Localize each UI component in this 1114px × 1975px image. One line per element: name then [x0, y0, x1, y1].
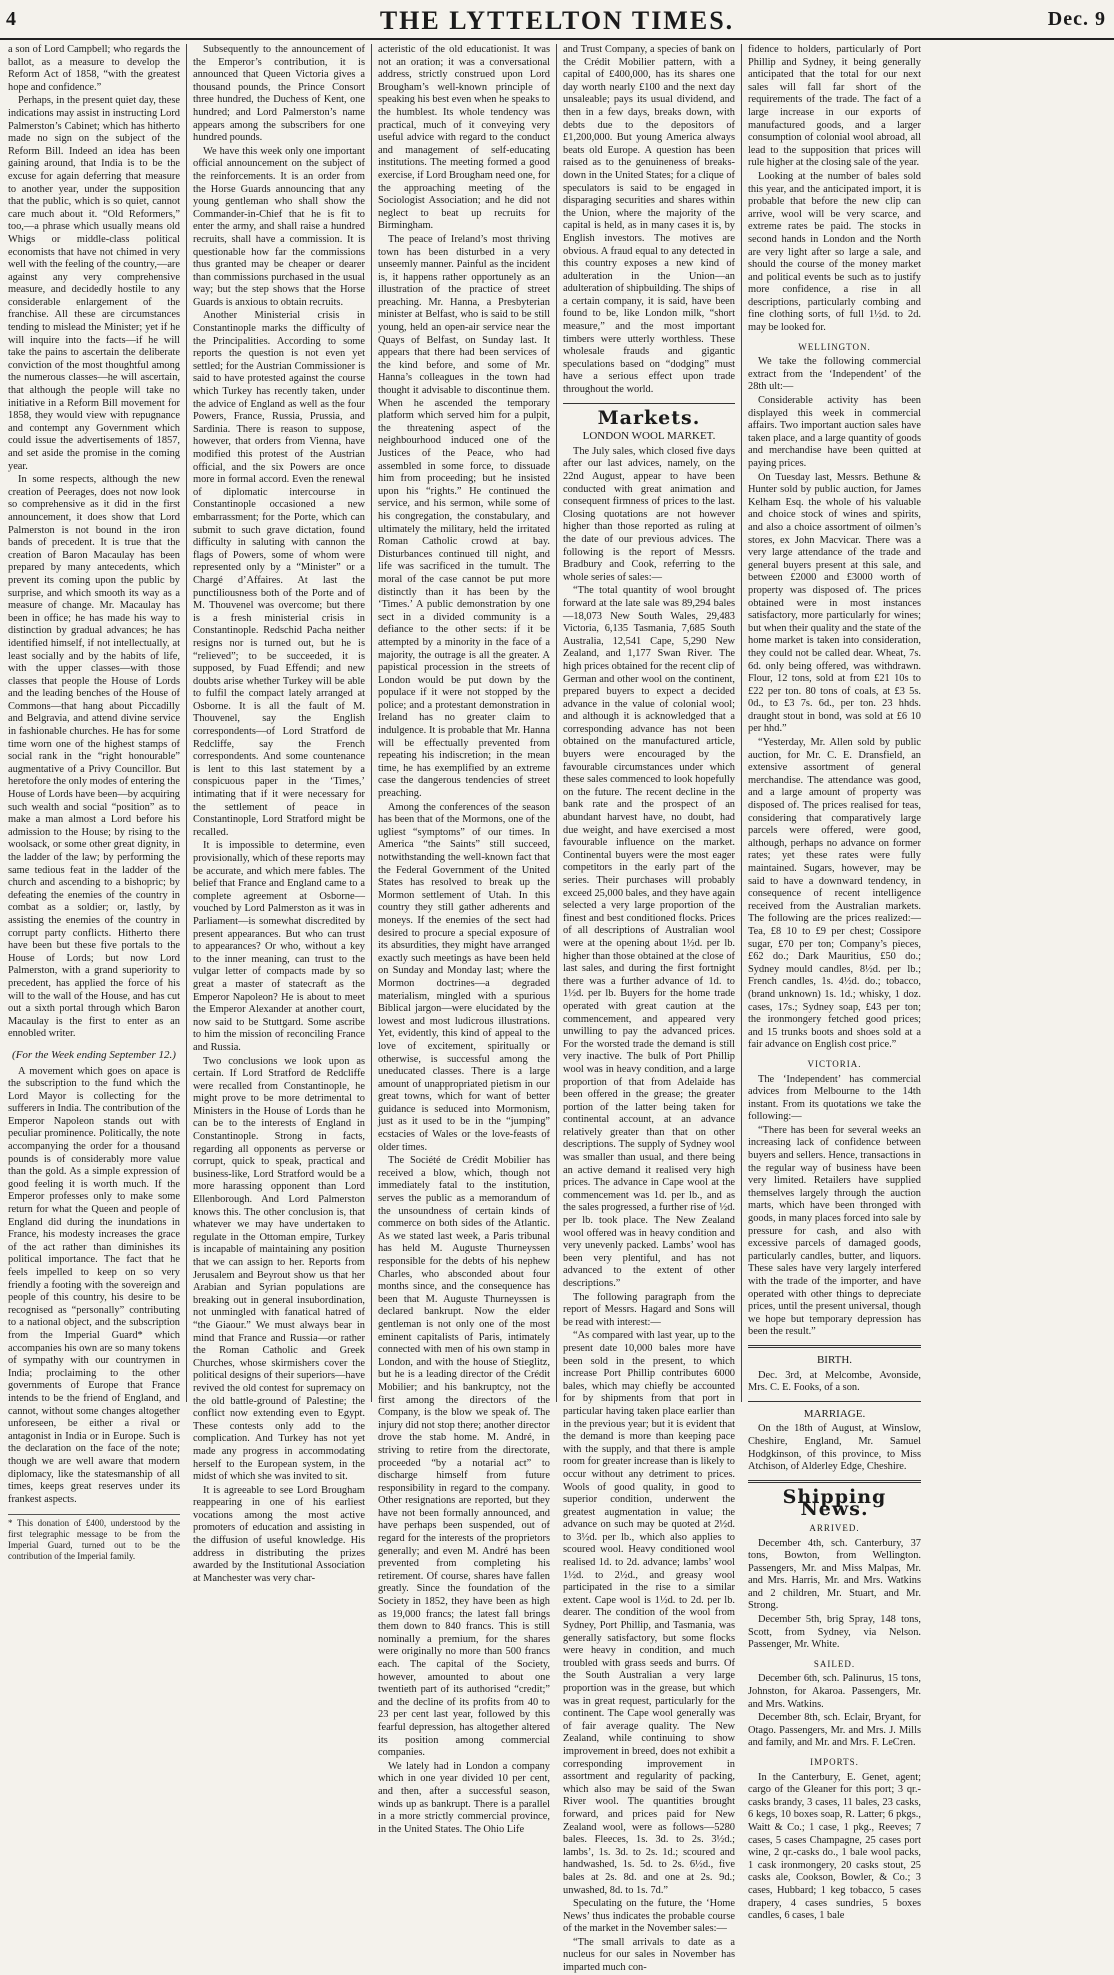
paragraph: and Trust Company, a species of bank on the Crédit Mobilier pattern, with a capital of £400,000, has its shares one day worth nearly £100 and the next day unsaleable; pays its usual dividend, and then in a few days, breaks down, with debts due to the depositors of £1,200,000. But young America always beats old Europe. A question has been raised as to the genuineness of breaks-down in the United States; for a clique of speculators is said to be engaged in disparaging securities and shares within the Union, where the majority of the capital is held, as in many cases it is, by English investors. The motives are obvious. A fraud equal to any detected in this country exposes a new kind of adulteration in the Union—an adulteration of shipbuilding. The ships of a certain company, it is said, have been found to be, like London milk, “short measure,” and the most important timbers were utterly worthless. These wholesale frauds and gigantic speculations based on “dodging” must have a serious effect upon trade throughout the world. — [563, 44, 735, 396]
paragraph: Two conclusions we look upon as certain. If Lord Stratford de Redcliffe were recalled from Constantinople, he might prove to be more detrimental to Ministers in the House of Lords than he can be to the interests of England in Constantinople. Strong in facts, regarding all opponents as perverse or corrupt, quick to speak, practical and business-like, Lord Stratford would be a more harassing opponent than Lord Ellenborough. And Lord Palmerston knows this. The other conclusion is, that whatever we may have undertaken to regulate in the Ottoman empire, Turkey is incapable of maintaining any position that we can assign to her. Reports from Jerusalem and Beyrout show us that her Arabian and Syrian populations are breaking out in general insubordination, not unmingled with fanatical hatred of “the Giaour.” We must always bear in mind that France and Russia—or rather the Roman Catholic and Greek Churches, whose skirmishers cover the political designs of their superiors—have revived the old contest for supremacy on the old battle-ground of Palestine; the conflict now extending even to Egypt. These contests only add to the complication. And Turkey has not yet made any progress in accommodating herself to the European system, in the midst of which she was invited to sit. — [193, 1055, 365, 1483]
paragraph: Dec. 3rd, at Melcombe, Avonside, Mrs. C. E. Fooks, of a son. — [748, 1369, 921, 1394]
column-3 — [372, 44, 557, 1835]
paragraph: December 5th, brig Spray, 148 tons, Scott, from Sydney, via Nelson. Passenger, Mr. White. — [748, 1614, 921, 1651]
subheading-wellington: WELLINGTON. — [798, 341, 871, 352]
paragraph: We have this week only one important official announcement on the subject of the reinforcements. It is an order from the Horse Guards announcing that any young gentleman who shall show the Commander-in-Chief that he is fit to enter the army, and shall raise a hundred recruits, shall have a commission. It is questionable how far the commissions thus granted may be cheaper or dearer than commissions purchased in the usual way; but the step shows that the Horse Guards is anxious to obtain recruits. — [193, 145, 365, 308]
newspaper-title: THE LYTTELTON TIMES. — [379, 6, 735, 35]
subheading-imports: IMPORTS. — [810, 1757, 859, 1767]
page-number: 4 — [6, 8, 16, 30]
divider — [748, 1345, 921, 1348]
subheading-marriage: MARRIAGE. — [803, 1407, 866, 1420]
paragraph: “The total quantity of wool brought forward at the late sale was 89,294 bales—18,073 New South Wales, 29,483 Victoria, 6,135 Tasmania, 7,685 South Australia, 12,541 Cape, 5,290 New Zealand, and 1,177 Swan River. The high prices obtained for the recent clip of German and other wool on the continent, prepared buyers to expect a decided advance in the value of colonial wool; and although it is acknowledged that a corresponding advance has not been obtained on the manufactured article, buyers were encouraged by the favourable circumstances under which these sales commenced to look hopefully on the future. The recent decline in the bank rate and the prospect of an abundant harvest have, no doubt, had due weight, and have exercised a most favourable influence on the market. Continental buyers were the most eager competitors in the early part of the series. Their purchases will probably exceed 25,000 bales, and they have again selected a very large proportion of the finest and best conditioned flocks. Prices of all descriptions of Australian wool were at the opening about 1½d. per lb. higher than those obtained at the close of last sales, and during the first fortnight there was a further advance of 1d. to 1½d. per lb. Buyers for the home trade operated with great caution at the commencement, and appeared very unwilling to pay the advanced prices. For the worsted trade the demand is still very inactive. The bulk of Port Phillip wool was in heavy condition, and a large proportion of that from Adelaide has been offered in the grease; the greater portion of the latter being taken for continental account, at an advance relatively greater than that on other descriptions. The supply of Sydney wool was smaller than usual, and there being an active demand it realised very high prices. The advance in Cape wool at the commencement was 1d. per lb., and as the sales progressed, a further rise of ½d. per lb. took place. The New Zealand wool offered was in heavy condition and very unevenly packed. Lambs’ wool has been very plentiful, and has not advanced to the extent of other descriptions.” — [563, 585, 735, 1289]
paragraph: a son of Lord Campbell; who regards the ballot, as a measure to develop the Reform Act of 1858, “with the greatest hope and confidence.” — [8, 44, 180, 93]
paragraph: December 6th, sch. Palinurus, 15 tons, Johnston, for Akaroa. Passengers, Mr. and Mrs. Watkins. — [748, 1673, 921, 1710]
paragraph: Among the conferences of the season has been that of the Mormons, one of the ugliest “symptoms” of our times. In America “the Saints” still succeed, notwithstanding the well-known fact that the Federal Government of the United States has resolved to break up the Mormon settlement of Utah. In this country they still gather adherents and moneys. If the enemies of the sect had desired to procure a special exposure of its absurdities, they might have arranged exactly such meetings as have been held on Sunday and Monday last; where the Mormon doctrines—a degraded materialism, mingled with a spurious Biblical jargon—were elucidated by the lowest and most ludicrous illustrations. Yet, evidently, this kind of appeal to the love of excitement, spiritually or otherwise, is successful among the uneducated classes. There is a large amount of unappropriated pietism in our great towns, which for want of better guidance is seduced into Mormonism, just as it used to be in the “jumping” ecstacies of Wales or the love-feasts of older times. — [378, 801, 550, 1153]
paragraph: We take the following commercial extract from the ‘Independent’ of the 28th ult:— — [748, 356, 921, 393]
paragraph: Considerable activity has been displayed this week in commercial affairs. Two important auction sales have taken place, and a large quantity of goods and merchandise have been quitted at paying prices. — [748, 395, 921, 469]
paragraph: In the Canterbury, E. Genet, agent; cargo of the Gleaner for this port; 3 qr.-casks brandy, 3 cases, 11 bales, 23 casks, 6 kegs, 10 boxes soap, R. Latter; 6 pkgs., Waitt & Co.; 1 case, 1 pkg., Reeves; 7 cases, 5 cases Champagne, 25 cases port wine, 2 qr.-casks do., 1 bale wool packs, 1 cask ironmongery, 20 casks stout, 25 casks ale, Cookson, Bowler, & Co.; 3 cases, Hubbard; 1 keg tobacco, 5 cases drapery, 4 cases sundries, 5 boxes candles, 6 cases, 1 bale — [748, 1771, 921, 1922]
subheading-london-wool-market: LONDON WOOL MARKET. — [582, 430, 716, 443]
subheading-birth: BIRTH. — [816, 1353, 853, 1366]
paragraph: The following paragraph from the report of Messrs. Hagard and Sons will be read with interest:— — [563, 1291, 735, 1328]
section-subhead: (For the Week ending September 12.) — [12, 1048, 176, 1061]
subheading-victoria: VICTORIA. — [807, 1058, 862, 1069]
subheading-arrived: ARRIVED. — [809, 1522, 860, 1533]
paragraph: Speculating on the future, the ‘Home News’ thus indicates the probable course of the market in the November sales:— — [563, 1898, 735, 1935]
paragraph: Perhaps, in the present quiet day, these indications may assist in instructing Lord Palmerston’s Cabinet; which has hitherto made no sign on the subject of the Reform Bill. Indeed an idea has been gaining around, that India is to be the excuse for again deferring that measure to another year, under the supposition that the public, which is so quiet, cannot care much about it. “Old Reformers,” too,—a phrase which usually means old Whigs or middle-class political economists that have not chimed in very well with the feeling of the country,—are against any very comprehensive measure, and decidedly hostile to any considerable enlargement of the franchise. All these are circumstances tending to mislead the Minister; yet if he will inquire into the facts—if he will take the pains to ascertain the deliberate conviction of the most thoughtful among the numerous classes—he will ascertain, that although the people will take no initiative in a Reform Bill movement for 1858, they would view with repugnance and contempt any Government which could issue the advertisements of 1857, and set aside the promise in the coming year. — [8, 95, 180, 472]
paragraph: December 4th, sch. Canterbury, 37 tons, Bowton, from Wellington. Passengers, Mr. and Miss Malpas, Mr. and Mrs. Harris, Mr. and Mrs. Watkins and 2 children, Mr. Stuart, and Mr. Strong. — [748, 1537, 921, 1612]
paragraph: Subsequently to the announcement of the Emperor’s contribution, it is announced that Queen Victoria gives a thousand pounds, the Prince Consort three hundred, the Duchess of Kent, one hundred; and Lord Palmerston’s name appears among the subscribers for one hundred pounds. — [193, 44, 365, 144]
paragraph: On the 18th of August, at Winslow, Cheshire, England, Mr. Samuel Hodgkinson, of this province, to Miss Atchison, of Alderley Edge, Cheshire. — [748, 1423, 921, 1473]
paragraph: fidence to holders, particularly of Port Phillip and Sydney, it being generally anticipated that the total for our next sales will fall far short of the requirements of the trade. The fact of a large increase in our exports of manufactured goods, and a larger consumption of colonial wool abroad, all lead to the supposition that prices will rule higher at the closing sale of the year. — [748, 44, 921, 169]
paragraph: On Tuesday last, Messrs. Bethune & Hunter sold by public auction, for James Kelham Esq. the whole of his valuable and choice stock of wines and spirits, and also a choice assortment of oilmen’s stores, ex John Macvicar. There was a very large attendance of the trade and general buyers present at this sale, and between £2000 and £3000 worth of property was disposed of. The prices obtained were in most instances satisfactory, more particularly for wines; but when their quality and the state of the home market is taken into consideration, they could not be called dear. Wheat, 7s. 6d. only being offered, was withdrawn. Flour, 12 tons, sold at from £21 10s to £22 per ton. 80 tons of coals, at £3 5s. 0d., to £3 7s. 6d., per ton. 23 hhds. draught stout in bond, was sold at £6 10 per hhd.” — [748, 471, 921, 735]
paragraph: Looking at the number of bales sold this year, and the anticipated import, it is probable that before the new clip can arrive, wool will be very scarce, and extreme rates be paid. The stocks in second hands in London and the North are very light after so large a sale, and should the course of the money market and political events be such as to justify more confidence, a rise in all descriptions, particularly combing and fine clothing sorts, of full 1½d. to 2d. may be looked for. — [748, 170, 921, 334]
section-heading-shipping-news: Shipping News. — [782, 1485, 887, 1521]
subheading-sailed: SAILED. — [813, 1658, 856, 1669]
paragraph: The ‘Independent’ has commercial advices from Melbourne to the 14th instant. From its quotations we take the following:— — [748, 1073, 921, 1123]
column-1 — [2, 44, 187, 1562]
section-heading-markets: Markets. — [597, 406, 701, 429]
paragraph: We lately had in London a company which in one year divided 10 per cent, and then, after a successful season, winds up as bankrupt. There is a parallel in a more strictly commercial province, in the United States. The Ohio Life — [378, 1760, 550, 1835]
divider — [563, 403, 735, 404]
footnote: * This donation of £400, understood by the first telegraphic message to be from the Imperial Guard, turned out to be the contribution of the Imperial family. — [8, 1514, 180, 1562]
column-5 — [742, 44, 927, 1922]
page-columns — [2, 44, 1112, 1974]
paragraph: In some respects, although the new creation of Peerages, does not now look so comprehensive as it did in the first announcement, it does show that Lord Palmerston is not bound in the iron bands of precedent. It is true that the creation of Baron Macaulay has been prepared by many antecedents, which prevent its coming upon the public by surprise, and which smooth its way as a measure of change. Mr. Macaulay has been in office; he has made his way to distinction by gradual advances; he has identified himself, if not intellectually, at least socially and by the habits of life, with the upper classes—with those classes that people the House of Lords and the leading benches of the House of Commons—that hang about Piccadilly and Belgravia, and attend divine service in fashionable churches. He has for some time worn one of the highest stamps of social rank in the “right honourable” augmentative of a Privy Councillor. But heretofore the only modes of entering the House of Lords have been—by acquiring such wealth and social “position” as to make a man almost a Lord before his admission to the House; by rising to the woolsack, or some other great dignity, in the ladder of the law; by performing the same tedious feat in the ladder of the church and ascending to a bishopric; by defeating the enemies of the country in combat as a soldier; or, lastly, by assisting the enemies of the country in corrupt party conflicts. Hitherto there have been but these five portals to the House of Lords; but now Lord Palmerston, with a grand superiority to precedent, has applied the force of his will to the wall of the House, and has cut out a sixth portal through which Baron Macaulay is the first to enter as an ennobled writer. — [8, 474, 180, 1040]
paragraph: The peace of Ireland’s most thriving town has been disturbed in a very unseemly manner. Painful as the incident is, it happens rather opportunely as an illustration of the practice of street preaching. Mr. Hanna, a Presbyterian minister at Belfast, who is said to be still young, held an open-air service near the Quays of Belfast, on Sunday last. It appears that there had been services of the kind before, and some of Mr. Hanna’s colleagues in the town had thought it advisable to discontinue them. When he ascended the temporary platform which served him for a pulpit, the threatening aspect of the neighbourhood induced one of the Justices of the Peace, who had assembled in some force, to dissuade him from proceeding; but he insisted upon his “rights.” He continued the service, and his sermon, while some of his congregation, the constabulary, and ultimately the military, held the irritated Roman Catholic crowd at bay. Disturbances continued till night, and life was sacrificed in the tumult. The moral of the case cannot be put more distinctly than it has been by the ‘Times.’ A public demonstration by one sect in a divided community is a defiance to the other sects: if it be attempted by a minority in the face of a majority, the outrage is all the greater. A papistical procession in the streets of London would be put down by the populace if it were not stopped by the police; and a protestant demonstration in Ireland has no greater claim to indulgence. It is probable that Mr. Hanna will be effectually prevented from repeating his indiscretion; in the mean time, he has exemplified by an extreme case the dangerous tendencies of street preaching. — [378, 233, 550, 800]
paragraph: “As compared with last year, up to the present date 10,000 bales more have been sold in the present, to which increase Port Phillip contributes 6000 bales, which may chiefly be accounted for by shipments from that port in particular having taken place earlier than in the previous year; but it is evident that the demand is more than keeping pace with the supply, and that there is ample room for greater increase than is likely to occur without any detriment to prices. Wools of good quality, in good to superior condition, underwent the greatest augmentation in value; the advance on such may be quoted at 2½d. to 3½d. per lb., which also applies to scoured wool. Heavy conditioned wool realised 1d. to 2d. advance; lambs’ wool 1½d. to 2½d., and greasy wool participated in the rise to a similar extent. Cape wool is 1½d. to 2d. per lb. dearer. The condition of the wool from Sydney, Port Phillip, and Tasmania, was generally satisfactory, but some flocks were heavy in condition, and much troubled with grass seeds and burrs. Of the South Australian a very large proportion was in the grease, but which was in great request, particularly for the continent. The Cape wool generally was of fair average quality. The New Zealand, while continuing to show improvement in breed, does not exhibit a corresponding improvement in assortment and regularity of packing, which also may be said of the Swan River wool. The quantities brought forward, and prices paid for New Zealand wool, were as follows—5280 bales. Fleeces, 1s. 3d. to 2s. 3½d.; lambs’, 1s. 3d. to 2s. 1d.; scoured and handwashed, 1s. 5d. to 2s. 6½d., five bales at 2s. 8d. and one at 2s. 9d.; unwashed, 8d. to 1s. 7d.” — [563, 1330, 735, 1896]
divider — [748, 1401, 921, 1402]
masthead — [0, 0, 1114, 40]
paragraph: Another Ministerial crisis in Constantinople marks the difficulty of the Principalities. According to some reports the question is not even yet settled; for the Austrian Commissioner is said to have protested against the course which Turkey has recently taken, under the advice of England as well as the four Powers, France, Russia, Prussia, and Sardinia. There is reason to suppose, however, that orders from Vienna, have modified this protest of the Austrian official, and the six Powers are once more in formal accord. Even the renewal of diplomatic intercourse in Constantinople occasioned a new embarrassment; for the Porte, which can submit to such grave dictation, found difficulty in saluting with cannon the flags of Powers, some of whom were represented only by a “Minister” or a Chargé d’Affaires. At last the punctiliousness both of the Porte and of M. Thouvenel was overcome; but there is a fresh ministerial crisis in Constantinople. Redschid Pacha neither resigns nor is turned out, but he is “relieved”; to be succeeded, it is supposed, by Fuad Effendi; and new doubts arise whether Turkey will be able to fulfil the compact lately arranged at Osborne. It is all the fault of M. Thouvenel, say the English correspondents—of Lord Stratford de Redcliffe, say the French correspondents. And some countenance is lent to this last statement by a conspicuous paper in the ‘Times,’ intimating that if it were necessary for the settlement of peace in Constantinople, Lord Stratford might be recalled. — [193, 310, 365, 838]
paragraph: acteristic of the old educationist. It was not an oration; it was a conversational address, strictly construed upon Lord Brougham’s well-known principle of speaking his best even when he speaks to the humblest. Its whole tendency was practical, much of it conveying very useful advice with regard to the conduct and management of self-educating institutions. The meeting formed a good exercise, if Lord Brougham need one, for the approaching meeting of the Sociologist Association; and he did not neglect to beat up recruits for Birmingham. — [378, 44, 550, 232]
paragraph: It is agreeable to see Lord Brougham reappearing in one of his earliest vocations among the most active promoters of education and assisting in the diffusion of useful knowledge. His address in distributing the prizes awarded by the Institutional Association at Manchester was very char- — [193, 1484, 365, 1584]
column-2 — [187, 44, 372, 1584]
paragraph: “There has been for several weeks an increasing lack of confidence between buyers and sellers. Hence, transactions in the regular way of business have been very limited. Retailers have supplied themselves largely through the auction marts, which have been thronged with goods, in many places forced into sale by pressure for cash, and also with excessive parcels of damaged goods, particularly candles, butter, and liquors. These sales have very largely interfered with the trade of the importer, and have operated with other things to depreciate prices, until the present universal, though we hope but temporary depression has been the result.” — [748, 1124, 921, 1338]
paragraph: “Yesterday, Mr. Allen sold by public auction, for Mr. C. E. Dransfield, an extensive assortment of general merchandise. The attendance was good, and a large amount of property was disposed of. The prices realised for teas, considering that comparatively large parcels were offered, were good, although, perhaps no advance on former rates; yet these rates were fully maintained. Sugars, however, may be said to have a downward tendency, in consequence of recent intelligence received from the Australian markets. The following are the prices realized:—Tea, £8 10 to £9 per chest; Cossipore sugar, £70 per ton; Company’s pieces, £62 do.; Dark Mauritius, £50 do.; Sydney mould candles, 8½d. per lb.; French candles, 1s. 4½d. do.; tobacco, (brand unknown) 1s. 1d.; whisky, 1 doz. cases, 17s.; Sydney soap, £43 per ton; the ironmongery fetched good prices; and 15 trunks boots and shoes sold at a fair advance on English cost price.” — [748, 737, 921, 1051]
issue-date: Dec. 9 — [1047, 8, 1106, 30]
paragraph: A movement which goes on apace is the subscription to the fund which the Lord Mayor is collecting for the sufferers in India. The contribution of the Emperor Napoleon stands out with peculiar prominence. Politically, the note accompanying the order for a thousand pounds is of considerably more value than the gold. As a simple expression of good feeling it is worth much. If the Emperor professes only to make some return for what the Queen and people of England did during the inundations in France, his modesty increases the grace of the act rather than diminishes its political importance. The fact that he feels impelled to keep on so very friendly a footing with the sovereign and people of this country, his desire to be recognised as “personally” contributing to a national object, and the subscription from the Imperial Guard* which accompanies his own are so many tokens of sympathy with our countrymen in India; proclaiming to the other governments of Europe that France intends to be the friend of England, and cannot, without some changes altogether unforeseen, be either a rival or antagonist in India or in Europe. Such is the declaration on the face of the note; though we are well aware that modern diplomacy, like the statesmanship of all times, keeps great reserves under its frankest aspects. — [8, 1065, 180, 1505]
paragraph: The Société de Crédit Mobilier has received a blow, which, though not immediately fatal to the institution, serves the public as a memorandum of the unsoundness of certain kinds of commerce on both sides of the Atlantic. As we stated last week, a Paris tribunal has held M. Auguste Thurneyssen responsible for the debts of his nephew Charles, who absconded about four months since, and the consequence has been that M. Auguste Thurneyssen is declared bankrupt. Now the elder gentleman is not only one of the most eminent capitalists of Paris, intimately connected with men of his own stamp in London, and with the house of Stieglitz, but he is a leading director of the Crédit Mobilier; and his bankruptcy, not the first among the directors of the Company, is the blow we speak of. The injury did not stop there; another director drove the stab home. M. André, in striving to retire from the directorate, proceeded “by a notarial act” to discharge himself from future responsibility in regard to the company. Other resignations are reported, but they have not been formally announced, and have perhaps been suspended, out of regard for the interests of the proprietors generally; and even M. André has been prevented from completing his retirement. Of course, shares have fallen greatly. Since the foundation of the Society in 1852, they have been as high as 19,000 francs; the latest fall brings them down to 840 francs. This is still nominally a premium, for the shares were originally no more than 500 francs each. The capital of the Society, however, amounted to about one twentieth part of its authorised “credit;” and the decline of its profits from 40 to 23 per cent last year, followed by this fearful depression, has altogether altered its position among commercial companies. — [378, 1155, 550, 1759]
paragraph: December 8th, sch. Eclair, Bryant, for Otago. Passengers, Mr. and Mrs. J. Mills and family, and Mr. and Mrs. F. LeCren. — [748, 1712, 921, 1749]
paragraph: “The small arrivals to date as a nucleus for our sales in November has imparted much con- — [563, 1936, 735, 1974]
paragraph: The July sales, which closed five days after our last advices, namely, on the 22nd August, appear to have been conducted with great animation and consequent firmness of prices to the last. Closing quotations are not however higher than those reported as ruling at the date of our previous advices. The following is the report of Messrs. Bradbury and Cook, referring to the whole series of sales:— — [563, 445, 735, 583]
column-4 — [557, 44, 742, 1974]
divider — [748, 1480, 921, 1483]
paragraph: It is impossible to determine, even provisionally, which of these reports may be accurate, and which mere fables. The belief that France and England came to a complete agreement at Osborne—vouched by Lord Palmerston as it was in Parliament—is somewhat discredited by present appearances. But who can trust to appearances? Or who, without a key to the inner meaning, can trust to the vulgar letter of compacts made by so great a master of statecraft as the Emperor Napoleon? He is about to meet the Emperor Alexander at another court, now said to be Stuttgard. Some ascribe to him the mission of reconciling France and Russia. — [193, 840, 365, 1053]
